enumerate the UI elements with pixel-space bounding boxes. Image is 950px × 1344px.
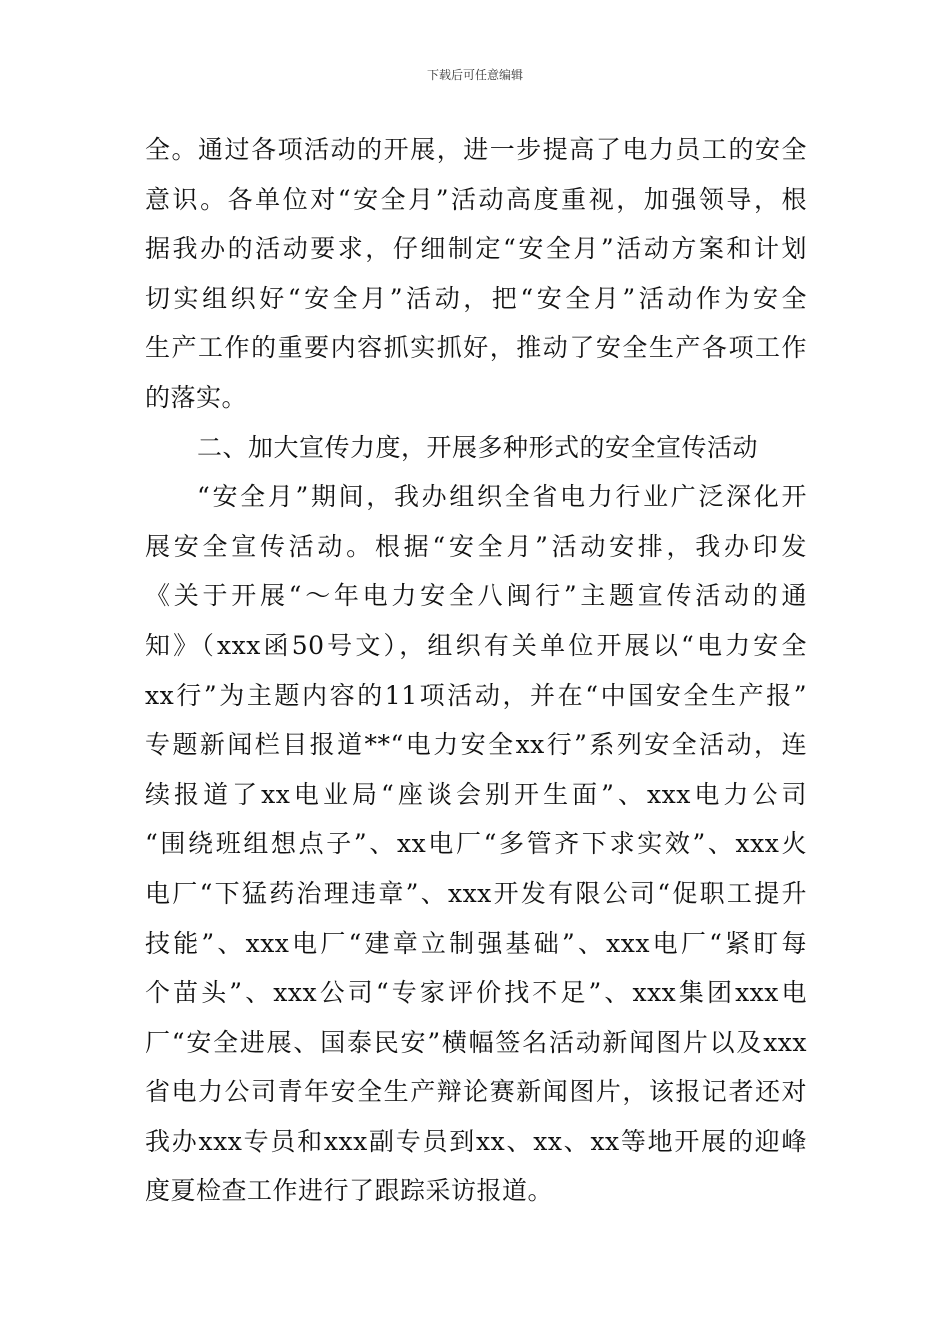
paragraph-line: 《关于开展“～年电力安全八闽行”主题宣传活动的通 xyxy=(145,581,807,611)
paragraph-line: 厂“安全进展、国泰民安”横幅签名活动新闻图片以及xxx xyxy=(145,1027,807,1057)
paragraph-line: 全。通过各项活动的开展，进一步提高了电力员工的安全 xyxy=(145,135,807,164)
paragraph-line: 意识。各单位对“安全月”活动高度重视，加强领导，根 xyxy=(145,184,807,214)
paragraph-line: 技能”、xxx电厂“建章立制强基础”、xxx电厂“紧盯每 xyxy=(145,928,807,958)
paragraph-line: 的落实。 xyxy=(145,382,248,412)
paragraph-line: 展安全宣传活动。根据“安全月”活动安排，我办印发 xyxy=(145,531,807,561)
paragraph-line: 知》（xxx函50号文），组织有关单位开展以“电力安全 xyxy=(145,630,807,660)
paragraph-line: xx行”为主题内容的11项活动，并在“中国安全生产报” xyxy=(145,680,807,710)
paragraph-line: 度夏检查工作进行了跟踪采访报道。 xyxy=(145,1176,554,1206)
paragraph-line: “围绕班组想点子”、xx电厂“多管齐下求实效”、xxx火 xyxy=(145,829,807,859)
section-heading: 二、加大宣传力度，开展多种形式的安全宣传活动 xyxy=(197,432,759,462)
paragraph-line: 据我办的活动要求，仔细制定“安全月”活动方案和计划 xyxy=(145,234,807,264)
paragraph-line: 省电力公司青年安全生产辩论赛新闻图片，该报记者还对 xyxy=(145,1077,807,1107)
paragraph-line: “安全月”期间，我办组织全省电力行业广泛深化开 xyxy=(197,482,807,512)
paragraph-line: 个苗头”、xxx公司“专家评价找不足”、xxx集团xxx电 xyxy=(145,978,807,1008)
paragraph-line: 我办xxx专员和xxx副专员到xx、xx、xx等地开展的迎峰 xyxy=(145,1126,807,1156)
paragraph-line: 切实组织好“安全月”活动，把“安全月”活动作为安全 xyxy=(145,283,807,313)
paragraph-line: 生产工作的重要内容抓实抓好，推动了安全生产各项工作 xyxy=(145,333,807,363)
page-header: 下载后可任意编辑 xyxy=(426,68,523,82)
paragraph-line: 续报道了xx电业局“座谈会别开生面”、xxx电力公司 xyxy=(145,779,807,809)
paragraph-line: 电厂“下猛药治理违章”、xxx开发有限公司“促职工提升 xyxy=(145,878,807,908)
document-body xyxy=(145,125,807,1216)
paragraph-line: 专题新闻栏目报道**“电力安全xx行”系列安全活动，连 xyxy=(145,730,807,760)
